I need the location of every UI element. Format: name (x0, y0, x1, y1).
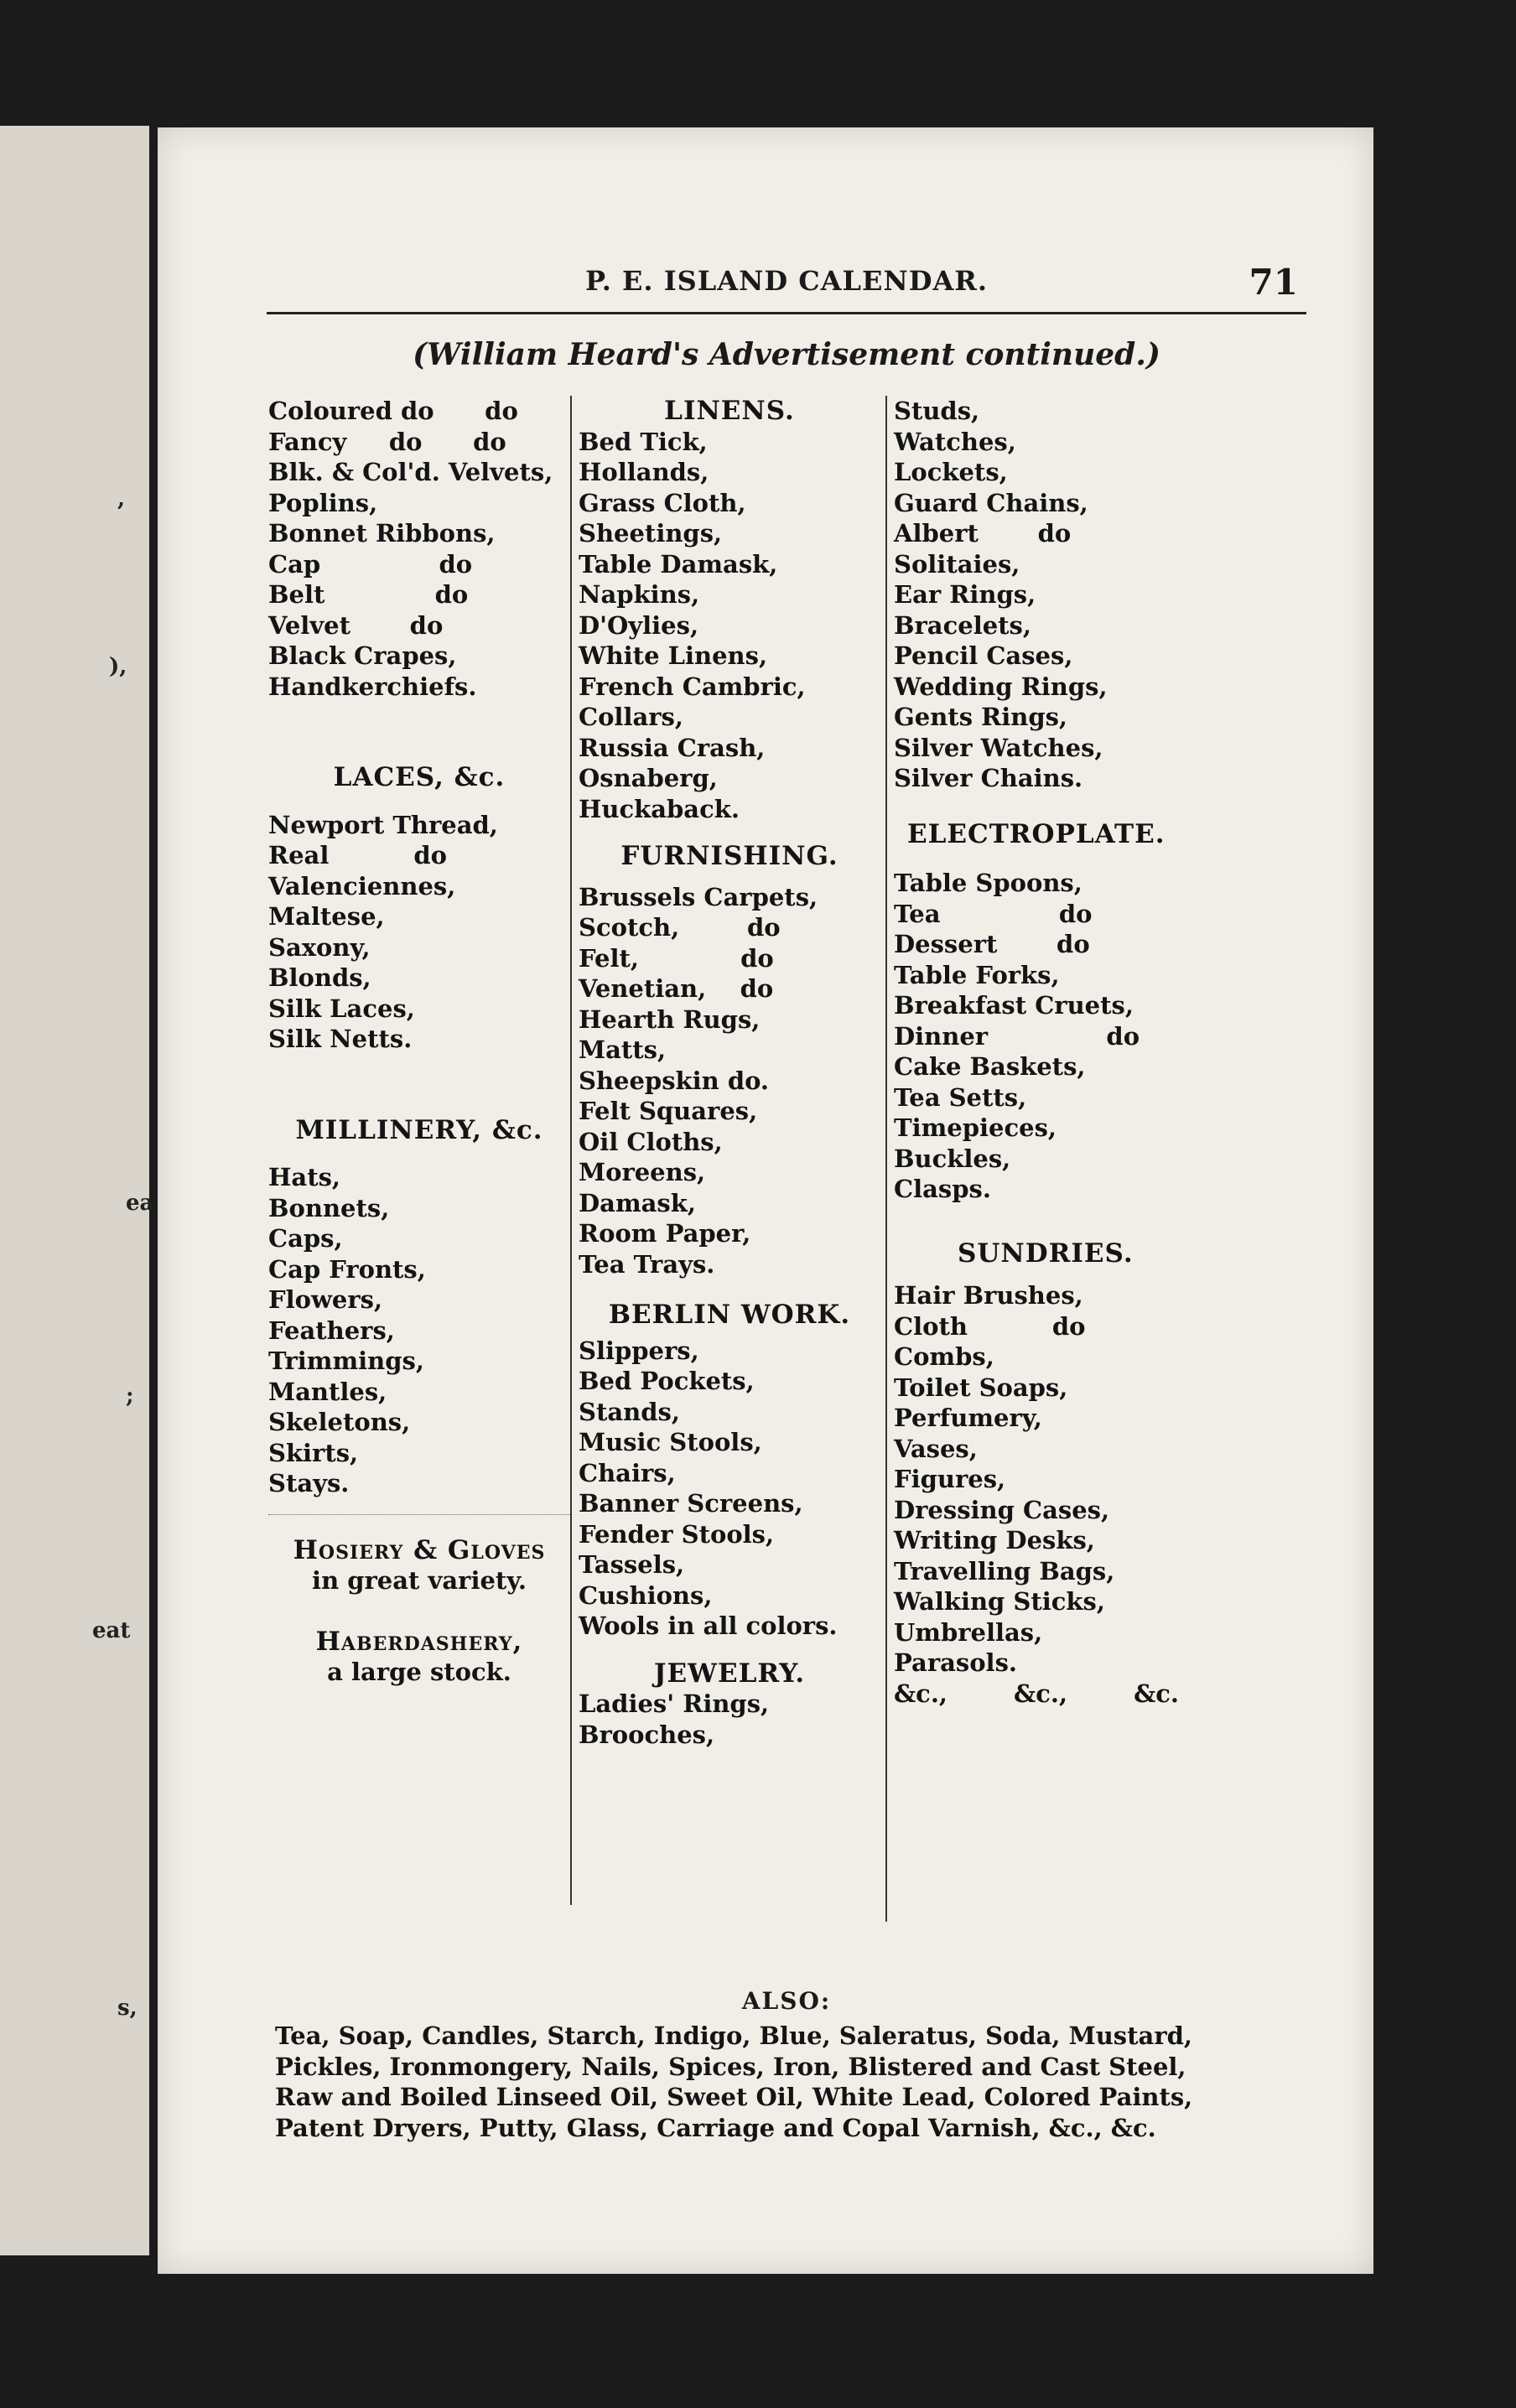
list-item: Studs, (894, 397, 980, 425)
list-item: Dinner do (894, 1021, 1140, 1051)
list-item: Music Stools, (579, 1428, 762, 1456)
list-item: Fancy do do (268, 427, 506, 456)
left-fragment: ), (109, 654, 127, 679)
list-item: Venetian, do (579, 974, 774, 1003)
list-item: Bonnets, (268, 1193, 390, 1222)
list-item: Wools in all colors. (579, 1611, 838, 1640)
list-item: Felt, do (579, 943, 774, 973)
list-item: Velvet do (268, 610, 444, 640)
list-item: Felt Squares, (579, 1097, 758, 1125)
list-item: Parasols. (894, 1648, 1017, 1677)
list-item: Cushions, (579, 1580, 713, 1610)
left-fragment: ; (126, 1383, 134, 1409)
section-heading-sundries: SUNDRIES. (958, 1238, 1134, 1269)
also-heading: ALSO: (741, 1987, 832, 2015)
list-item: Wedding Rings, (894, 672, 1108, 701)
list-item: Dessert do (894, 930, 1090, 958)
hosiery-note: in great variety. (312, 1566, 527, 1595)
list-item: Tassels, (579, 1550, 685, 1579)
list-item: Slippers, (579, 1336, 699, 1365)
list-item: Bracelets, (894, 610, 1031, 640)
left-fragment: , (117, 486, 126, 511)
list-item: Bed Pockets, (579, 1367, 755, 1395)
list-item: Napkins, (579, 580, 700, 609)
list-item: Dressing Cases, (894, 1495, 1110, 1524)
list-item: Stays. (268, 1469, 350, 1497)
list-item: Real do (268, 841, 447, 869)
list-item: Lockets, (894, 458, 1008, 486)
list-item: Umbrellas, (894, 1617, 1043, 1647)
section-heading-furnishing: FURNISHING. (620, 841, 838, 871)
list-item: Cap do (268, 549, 473, 579)
list-item: Silver Watches, (894, 733, 1103, 762)
list-item: Scotch, do (579, 913, 781, 942)
list-item: Tea do (894, 899, 1093, 928)
list-item: Vases, (894, 1434, 978, 1463)
list-item: Toilet Soaps, (894, 1373, 1068, 1402)
list-item: Caps, (268, 1224, 343, 1253)
section-heading-jewelry: JEWELRY. (653, 1658, 806, 1689)
list-item: Cake Baskets, (894, 1052, 1086, 1081)
list-item: Skirts, (268, 1438, 359, 1467)
list-item: Sheetings, (579, 519, 723, 548)
section-heading-electroplate: ELECTROPLATE. (907, 818, 1166, 849)
section-heading-berlin-work: BERLIN WORK. (608, 1300, 851, 1330)
also-list (275, 2021, 1323, 2143)
list-item: Hats, (268, 1163, 341, 1191)
dotted-rule (268, 1514, 570, 1515)
list-item: Collars, (579, 703, 683, 731)
advertisement-subtitle: (William Heard's Advertisement continued.) (413, 337, 1160, 372)
list-item: Bed Tick, (579, 427, 708, 456)
list-item: Flowers, (268, 1285, 383, 1314)
list-item: Silk Netts. (268, 1025, 413, 1053)
list-item: Fender Stools, (579, 1519, 775, 1549)
section-heading-laces: LACES, &c. (333, 762, 506, 792)
list-item: Stands, (579, 1397, 680, 1426)
list-item: Guard Chains, (894, 488, 1088, 517)
haberdashery-note: a large stock. (327, 1658, 511, 1686)
list-item: Walking Sticks, (894, 1587, 1105, 1616)
list-item: Hair Brushes, (894, 1281, 1083, 1310)
running-header (267, 262, 1306, 314)
left-fragment: s, (117, 1995, 138, 2021)
list-item: Watches, (894, 427, 1016, 456)
list-item: Valenciennes, (268, 871, 456, 900)
etc-line (894, 1679, 1179, 1710)
calendar-page (158, 127, 1373, 2274)
left-fragment: eat (92, 1618, 131, 1643)
also-line: Raw and Boiled Linseed Oil, Sweet Oil, White Lead, Colored Paints, (275, 2083, 1193, 2111)
list-item: Breakfast Cruets, (894, 991, 1134, 1020)
list-item: Solitaies, (894, 549, 1020, 579)
column-1 (268, 396, 570, 1688)
list-item: Room Paper, (579, 1219, 751, 1248)
list-item: Black Crapes, (268, 641, 457, 670)
column-2 (579, 396, 880, 1750)
list-item: Buckles, (894, 1144, 1011, 1173)
list-item: Cap Fronts, (268, 1254, 426, 1284)
list-item: Blk. & Col'd. Velvets, (268, 458, 553, 486)
list-item: Moreens, (579, 1158, 706, 1186)
list-item: Tea Trays. (579, 1249, 715, 1279)
list-item: Table Forks, (894, 960, 1060, 989)
list-item: Huckaback. (579, 794, 740, 823)
list-item: Clasps. (894, 1175, 991, 1203)
list-item: Blonds, (268, 963, 371, 992)
also-line: Pickles, Ironmongery, Nails, Spices, Iron, Blistered and Cast Steel, (275, 2052, 1186, 2081)
also-line: Tea, Soap, Candles, Starch, Indigo, Blue, Saleratus, Soda, Mustard, (275, 2021, 1192, 2050)
list-item: Grass Cloth, (579, 488, 746, 517)
list-item: Combs, (894, 1342, 994, 1371)
list-item: Tea Setts, (894, 1082, 1027, 1112)
list-item: Brussels Carpets, (579, 882, 818, 911)
running-title: P. E. ISLAND CALENDAR. (584, 265, 988, 297)
list-item: Silver Chains. (894, 764, 1083, 792)
list-item: Silk Laces, (268, 994, 415, 1023)
section-heading-linens: LINENS. (664, 396, 795, 426)
list-item: Travelling Bags, (894, 1556, 1115, 1585)
list-item: Table Damask, (579, 549, 778, 579)
list-item: White Linens, (579, 641, 768, 670)
list-item: Brooches, (579, 1720, 715, 1749)
left-fragment: ea (126, 1191, 154, 1216)
list-item: Poplins, (268, 488, 378, 517)
column-divider (885, 396, 887, 1922)
list-item: Oil Cloths, (579, 1127, 723, 1156)
list-item: Bonnet Ribbons, (268, 519, 496, 548)
left-page-edge (0, 126, 154, 2255)
list-item: Russia Crash, (579, 733, 766, 762)
list-item: Albert do (894, 519, 1072, 548)
list-item: Ear Rings, (894, 580, 1036, 609)
list-item: Gents Rings, (894, 703, 1068, 731)
list-item: Table Spoons, (894, 869, 1082, 897)
section-heading-millinery: MILLINERY, &c. (295, 1114, 543, 1145)
list-item: Feathers, (268, 1316, 395, 1345)
also-line: Patent Dryers, Putty, Glass, Carriage and Copal Varnish, &c., &c. (275, 2113, 1156, 2142)
list-item: Matts, (579, 1035, 667, 1064)
list-item: D'Oylies, (579, 610, 699, 640)
list-item: Banner Screens, (579, 1489, 803, 1518)
list-item: Perfumery, (894, 1404, 1042, 1432)
section-heading-hosiery: Hosiery & Gloves (293, 1534, 546, 1565)
etc-text: &c., (894, 1679, 948, 1708)
list-item: Figures, (894, 1465, 1006, 1493)
list-item: Sheepskin do. (579, 1066, 770, 1095)
list-item: Hollands, (579, 458, 709, 486)
list-item: Pencil Cases, (894, 641, 1073, 670)
list-item: Maltese, (268, 902, 385, 931)
list-item: Timepieces, (894, 1113, 1057, 1142)
column-3 (894, 396, 1313, 1709)
list-item: Hearth Rugs, (579, 1004, 761, 1034)
section-heading-haberdashery: Haberdashery, (315, 1626, 523, 1657)
list-item: Osnaberg, (579, 764, 718, 792)
etc-text: &c. (1134, 1679, 1179, 1708)
list-item: Chairs, (579, 1458, 676, 1487)
list-item: Skeletons, (268, 1408, 411, 1436)
list-item: Saxony, (268, 932, 371, 962)
list-item: French Cambric, (579, 672, 806, 701)
list-item: Belt do (268, 580, 469, 609)
list-item: Writing Desks, (894, 1526, 1095, 1554)
list-item: Cloth do (894, 1311, 1086, 1341)
list-item: Trimmings, (268, 1347, 424, 1375)
etc-text: &c., (1014, 1679, 1068, 1708)
list-item: Mantles, (268, 1377, 387, 1406)
column-divider (570, 396, 572, 1905)
list-item: Damask, (579, 1188, 696, 1217)
page-number: 71 (1249, 262, 1298, 303)
list-item: Handkerchiefs. (268, 672, 477, 701)
list-item: Newport Thread, (268, 810, 498, 839)
list-item: Ladies' Rings, (579, 1689, 770, 1718)
list-item: Coloured do do (268, 397, 518, 425)
